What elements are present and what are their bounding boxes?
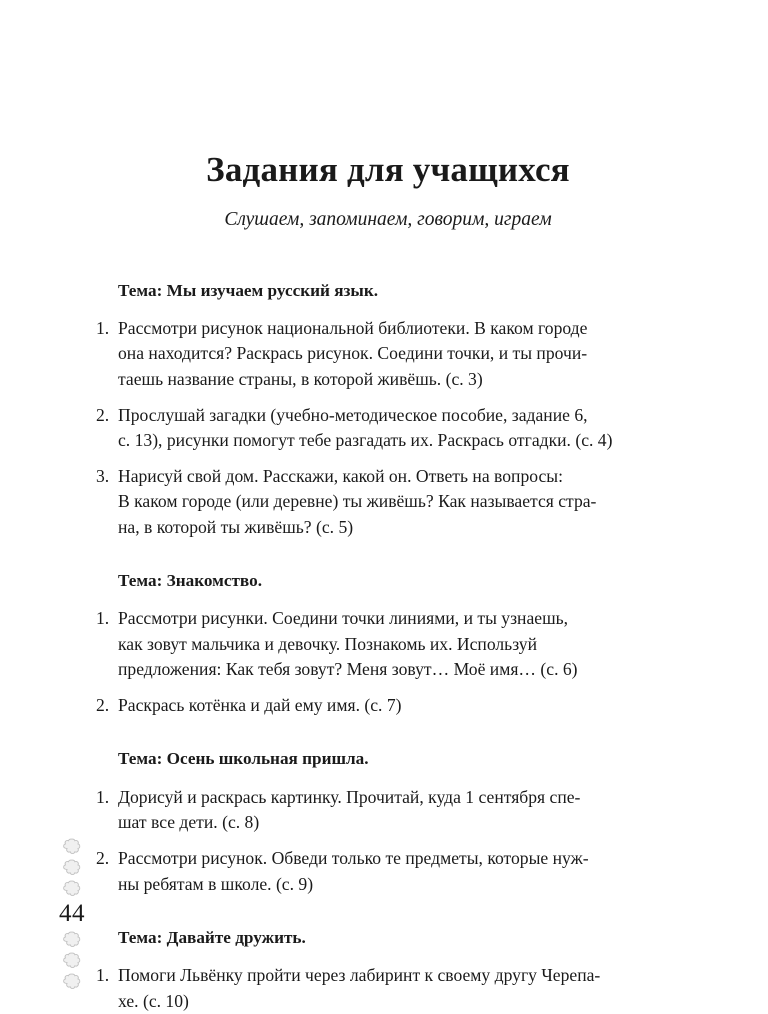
section-2 <box>96 570 680 718</box>
task-line: Дорисуй и раскрась картинку. Прочитай, куда 1 сентября спе- <box>118 786 581 807</box>
task-line: Нарисуй свой дом. Расскажи, какой он. Ответь на вопросы: <box>118 466 563 487</box>
task-line: на, в которой ты живёшь? (с. 5) <box>118 516 354 537</box>
flower-rosette-icon <box>63 858 82 877</box>
section-4 <box>96 927 680 1014</box>
task-line <box>118 403 680 428</box>
task-line-text: Прослушай загадки (учебно-методическое пособие, задание 6, <box>118 404 588 425</box>
task-number: 3. <box>96 466 110 487</box>
task-line: В каком городе (или деревне) ты живёшь? Как называется стра- <box>118 491 597 512</box>
task-item <box>96 693 680 718</box>
task-number: 2. <box>96 848 110 869</box>
text-column <box>96 0 680 1014</box>
section-heading: Тема: Давайте дружить. <box>118 927 306 947</box>
flower-rosette-icon <box>63 972 82 991</box>
task-line: предложения: Как тебя зовут? Меня зовут… Моё имя… (с. 6) <box>118 658 578 679</box>
task-line: Раскрась котёнка и дай ему имя. (с. 7) <box>118 695 402 716</box>
task-line: Помоги Львёнку пройти через лабиринт к своему другу Черепа- <box>118 965 601 986</box>
section-3 <box>96 748 680 896</box>
task-text <box>118 846 680 896</box>
task-text <box>118 403 680 453</box>
task-text <box>118 963 680 1013</box>
task-number: 2. <box>96 695 110 716</box>
task-list <box>96 606 680 718</box>
margin-decoration <box>52 836 92 992</box>
section-1 <box>96 280 680 540</box>
flower-rosette-icon <box>63 837 82 856</box>
task-line: она находится? Раскрась рисунок. Соедини точки, и ты прочи- <box>118 343 588 364</box>
task-item <box>96 403 680 453</box>
task-text <box>118 606 680 682</box>
task-line: Рассмотри рисунок национальной библиотеки. В каком городе <box>118 318 588 339</box>
flower-rosette-icon <box>63 930 82 949</box>
section-heading: Тема: Осень школьная пришла. <box>118 749 369 769</box>
task-number: 1. <box>96 965 110 986</box>
task-text <box>118 785 680 835</box>
task-line: таешь название страны, в которой живёшь. (с. 3) <box>118 368 483 389</box>
task-line: ны ребятам в школе. (с. 9) <box>118 873 314 894</box>
task-line: Рассмотри рисунок. Обведи только те предметы, которые нуж- <box>118 848 589 869</box>
task-text <box>118 316 680 392</box>
page-number: 44 <box>59 900 85 927</box>
page-title: Задания для учащихся <box>206 150 570 189</box>
task-list <box>96 963 680 1013</box>
section-heading: Тема: Мы изучаем русский язык. <box>118 280 379 300</box>
task-number: 1. <box>96 786 110 807</box>
task-item <box>96 464 680 540</box>
task-line: шат все дети. (с. 8) <box>118 812 260 833</box>
task-text <box>118 464 680 540</box>
task-text <box>118 693 680 718</box>
task-item <box>96 606 680 682</box>
task-number: 1. <box>96 608 110 629</box>
task-line: хе. (с. 10) <box>118 990 189 1011</box>
task-line: Рассмотри рисунки. Соедини точки линиями, и ты узнаешь, <box>118 608 569 629</box>
flower-rosette-icon <box>63 951 82 970</box>
task-item <box>96 963 680 1013</box>
task-number: 2. <box>96 404 110 425</box>
task-item <box>96 785 680 835</box>
task-item <box>96 316 680 392</box>
task-item <box>96 846 680 896</box>
flower-rosette-icon <box>63 879 82 898</box>
page-subtitle: Слушаем, запоминаем, говорим, играем <box>224 209 552 231</box>
section-heading: Тема: Знакомство. <box>118 570 262 590</box>
task-number: 1. <box>96 318 110 339</box>
task-line: с. 13), рисунки помогут тебе разгадать их. Раскрась отгадки. (с. 4) <box>118 430 613 451</box>
task-line: как зовут мальчика и девочку. Познакомь их. Используй <box>118 633 537 654</box>
task-list <box>96 316 680 540</box>
task-list <box>96 785 680 897</box>
